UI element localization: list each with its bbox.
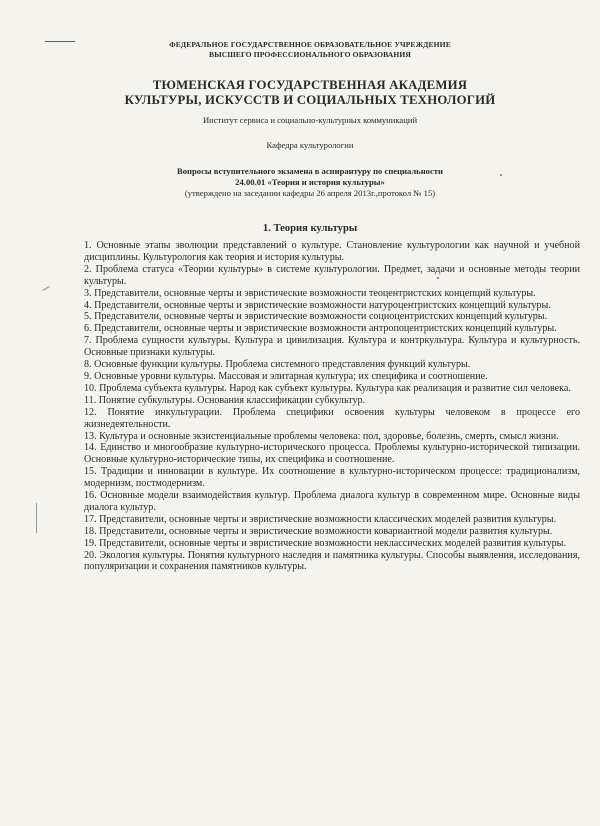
question-item: 10. Проблема субъекта культуры. Народ как субъект культуры. Культура как реализация и развитие сил человека. (84, 382, 571, 394)
question-item: 3. Представители, основные черты и эвристические возможности теоцентристских концепций культуры. (84, 287, 536, 299)
institute-name: Институт сервиса и социально-культурных коммуникаций (202, 115, 418, 125)
question-item: 8. Основные функции культуры. Проблема системного представления функций культуры. (84, 359, 471, 371)
questions-list (84, 240, 580, 573)
question-item: 4. Представители, основные черты и эвристические возможности натуроцентристских концепций культуры. (84, 299, 551, 311)
exam-line: Вопросы вступительного экзамена в аспирантуру по специальности (177, 166, 443, 176)
exam-specialty: 24.00.01 «Теория и история культуры» (235, 177, 385, 187)
question-item: 19. Представители, основные черты и эвристические возможности неклассических моделей развития культуры. (84, 537, 566, 549)
federal-line: ВЫСШЕГО ПРОФЕССИОНАЛЬНОГО ОБРАЗОВАНИЯ (209, 50, 411, 59)
chair-name: Кафедра культурологии (266, 140, 354, 150)
question-item: 7. Проблема сущности культуры. Культура и цивилизация. Культура и контркультура. Культура и культурность. Основные признаки культуры. (84, 335, 580, 359)
scan-mark (42, 286, 49, 291)
scan-mark (36, 503, 37, 533)
federal-line: ФЕДЕРАЛЬНОЕ ГОСУДАРСТВЕННОЕ ОБРАЗОВАТЕЛЬНОЕ УЧРЕЖДЕНИЕ (169, 40, 451, 49)
academy-name (60, 78, 560, 108)
question-item: 17. Представители, основные черты и эвристические возможности классических моделей развития культуры. (84, 513, 557, 525)
academy-line: ТЮМЕНСКАЯ ГОСУДАРСТВЕННАЯ АКАДЕМИЯ (152, 78, 468, 92)
exam-title (60, 166, 560, 199)
question-item: 20. Экология культуры. Понятия культурного наследия и памятника культуры. Способы выявления, исследования, популяризации и сохранения памятников культуры. (84, 549, 580, 573)
question-item: 13. Культура и основные экзистенциальные проблемы человека: пол, здоровье, болезнь, смерть, смысл жизни. (84, 430, 559, 442)
question-item: 18. Представители, основные черты и эвристические возможности ковариантной модели развития культуры. (84, 525, 553, 537)
question-item: 6. Представители, основные черты и эвристические возможности антропоцентристских концепций культуры. (84, 323, 557, 335)
section-title: 1. Теория культуры (262, 223, 358, 234)
question-item: 14. Единство и многообразие культурно-исторического процесса. Проблемы культурно-исторической типизации. Основные культурно-исторические типы, их специфика и соотношение. (84, 442, 580, 466)
question-item: 2. Проблема статуса «Теории культуры» в системе культурологии. Предмет, задачи и основные методы теории культуры. (84, 263, 580, 287)
question-item: 16. Основные модели взаимодействия культур. Проблема диалога культур в современном мире. Основные виды диалога культур. (84, 490, 580, 513)
question-item: 11. Понятие субкультуры. Основания классификации субкультур. (84, 394, 366, 406)
academy-line: КУЛЬТУРЫ, ИСКУССТВ И СОЦИАЛЬНЫХ ТЕХНОЛОГИЙ (124, 93, 496, 107)
question-item: 12. Понятие инкультурации. Проблема специфики освоения культуры человеком в процессе его жизнедеятельности. (84, 406, 580, 430)
exam-approval-note: (утверждено на заседании кафедры 26 апреля 2013г.,протокол № 15) (184, 188, 436, 198)
question-item: 9. Основные уровни культуры. Массовая и элитарная культура; их специфика и соотношение. (84, 370, 488, 382)
question-item: 15. Традиции и инновации в культуре. Их соотношение в культурно-историческом процессе: традиционализм, модернизм, постмодернизм. (84, 466, 580, 490)
question-item: 5. Представители, основные черты и эвристические возможности социоцентристских концепций культуры. (84, 311, 548, 323)
federal-institution-header (60, 40, 560, 60)
question-item: 1. Основные этапы эволюции представлений о культуре. Становление культурологии как научной и учебной дисциплины. Культурология как теория и история культуры. (84, 240, 580, 263)
